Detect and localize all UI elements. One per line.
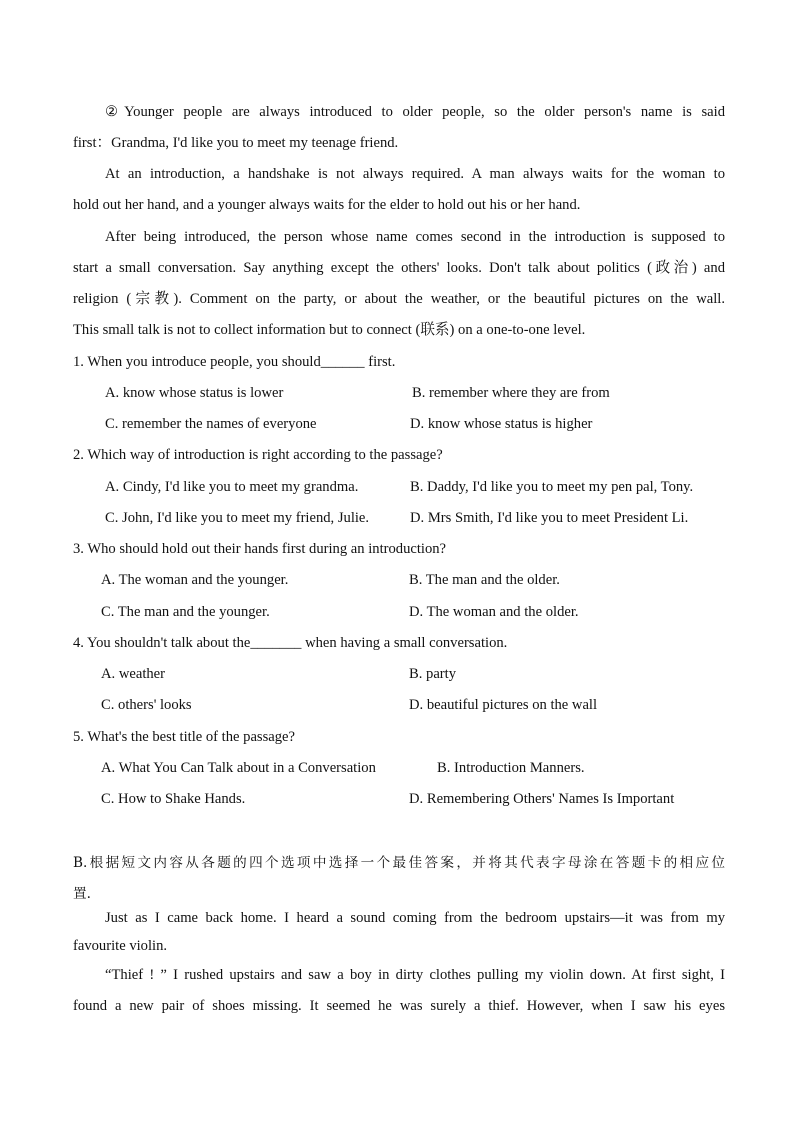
option-b[interactable]: B. party — [409, 666, 457, 682]
option-c[interactable]: C. remember the names of everyone — [105, 416, 317, 432]
option-d[interactable]: D. Mrs Smith, I'd like you to meet President Li. — [410, 510, 689, 526]
option-b[interactable]: B. Introduction Manners. — [437, 760, 585, 776]
passage-line: At an introduction, a handshake is not always required. A man always waits for the woman to — [105, 166, 725, 182]
option-b[interactable]: B. The man and the older. — [409, 572, 560, 588]
passage-line: religion (宗教). Comment on the party, or about the weather, or the beautiful pictures on the wall. — [73, 291, 725, 307]
passage-line: After being introduced, the person whose name comes second in the introduction is supposed to — [105, 229, 725, 245]
question-stem: 1. When you introduce people, you should______ first. — [73, 354, 396, 370]
option-b[interactable]: B. Daddy, I'd like you to meet my pen pal, Tony. — [410, 479, 694, 495]
question-stem: 2. Which way of introduction is right according to the passage? — [73, 447, 443, 463]
option-d[interactable]: D. beautiful pictures on the wall — [409, 697, 598, 713]
passage-line: ②Younger people are always introduced to older people, so the older person's name is said — [105, 104, 725, 120]
option-a[interactable]: A. What You Can Talk about in a Conversation — [101, 760, 376, 776]
question-stem: 3. Who should hold out their hands first during an introduction? — [73, 541, 447, 557]
question-stem: 5. What's the best title of the passage? — [73, 729, 296, 745]
option-a[interactable]: A. know whose status is lower — [105, 385, 284, 401]
option-c[interactable]: C. How to Shake Hands. — [101, 791, 246, 807]
section-b-instruction: B.根据短文内容从各题的四个选项中选择一个最佳答案，并将其代表字母涂在答题卡的相应位 — [73, 855, 725, 871]
passage-line: start a small conversation. Say anything except the others' looks. Don't talk about politics (政治) and — [73, 260, 725, 276]
passage-line: Just as I came back home. I heard a sound coming from the bedroom upstairs—it was from my — [105, 910, 725, 926]
passage-line: found a new pair of shoes missing. It seemed he was surely a thief. However, when I saw his eyes — [73, 998, 725, 1014]
passage-line: This small talk is not to collect information but to connect (联系) on a one-to-one level. — [73, 322, 586, 338]
option-c[interactable]: C. The man and the younger. — [101, 604, 270, 620]
option-c[interactable]: C. John, I'd like you to meet my friend, Julie. — [105, 510, 370, 526]
option-b[interactable]: B. remember where they are from — [412, 385, 610, 401]
passage-line: “Thief ! ” I rushed upstairs and saw a boy in dirty clothes pulling my violin down. At first sight, I — [105, 967, 725, 983]
option-d[interactable]: D. know whose status is higher — [410, 416, 593, 432]
section-b-instruction: 置. — [73, 886, 91, 902]
option-a[interactable]: A. The woman and the younger. — [101, 572, 289, 588]
option-a[interactable]: A. weather — [101, 666, 166, 682]
passage-line: favourite violin. — [73, 938, 168, 954]
option-d[interactable]: D. Remembering Others' Names Is Important — [409, 791, 675, 807]
option-d[interactable]: D. The woman and the older. — [409, 604, 579, 620]
option-c[interactable]: C. others' looks — [101, 697, 192, 713]
question-stem: 4. You shouldn't talk about the_______ when having a small conversation. — [73, 635, 508, 651]
passage-line: hold out her hand, and a younger always waits for the elder to hold out his or her hand. — [73, 197, 581, 213]
passage-line: first：Grandma, I'd like you to meet my teenage friend. — [73, 135, 399, 151]
option-a[interactable]: A. Cindy, I'd like you to meet my grandma. — [105, 479, 359, 495]
